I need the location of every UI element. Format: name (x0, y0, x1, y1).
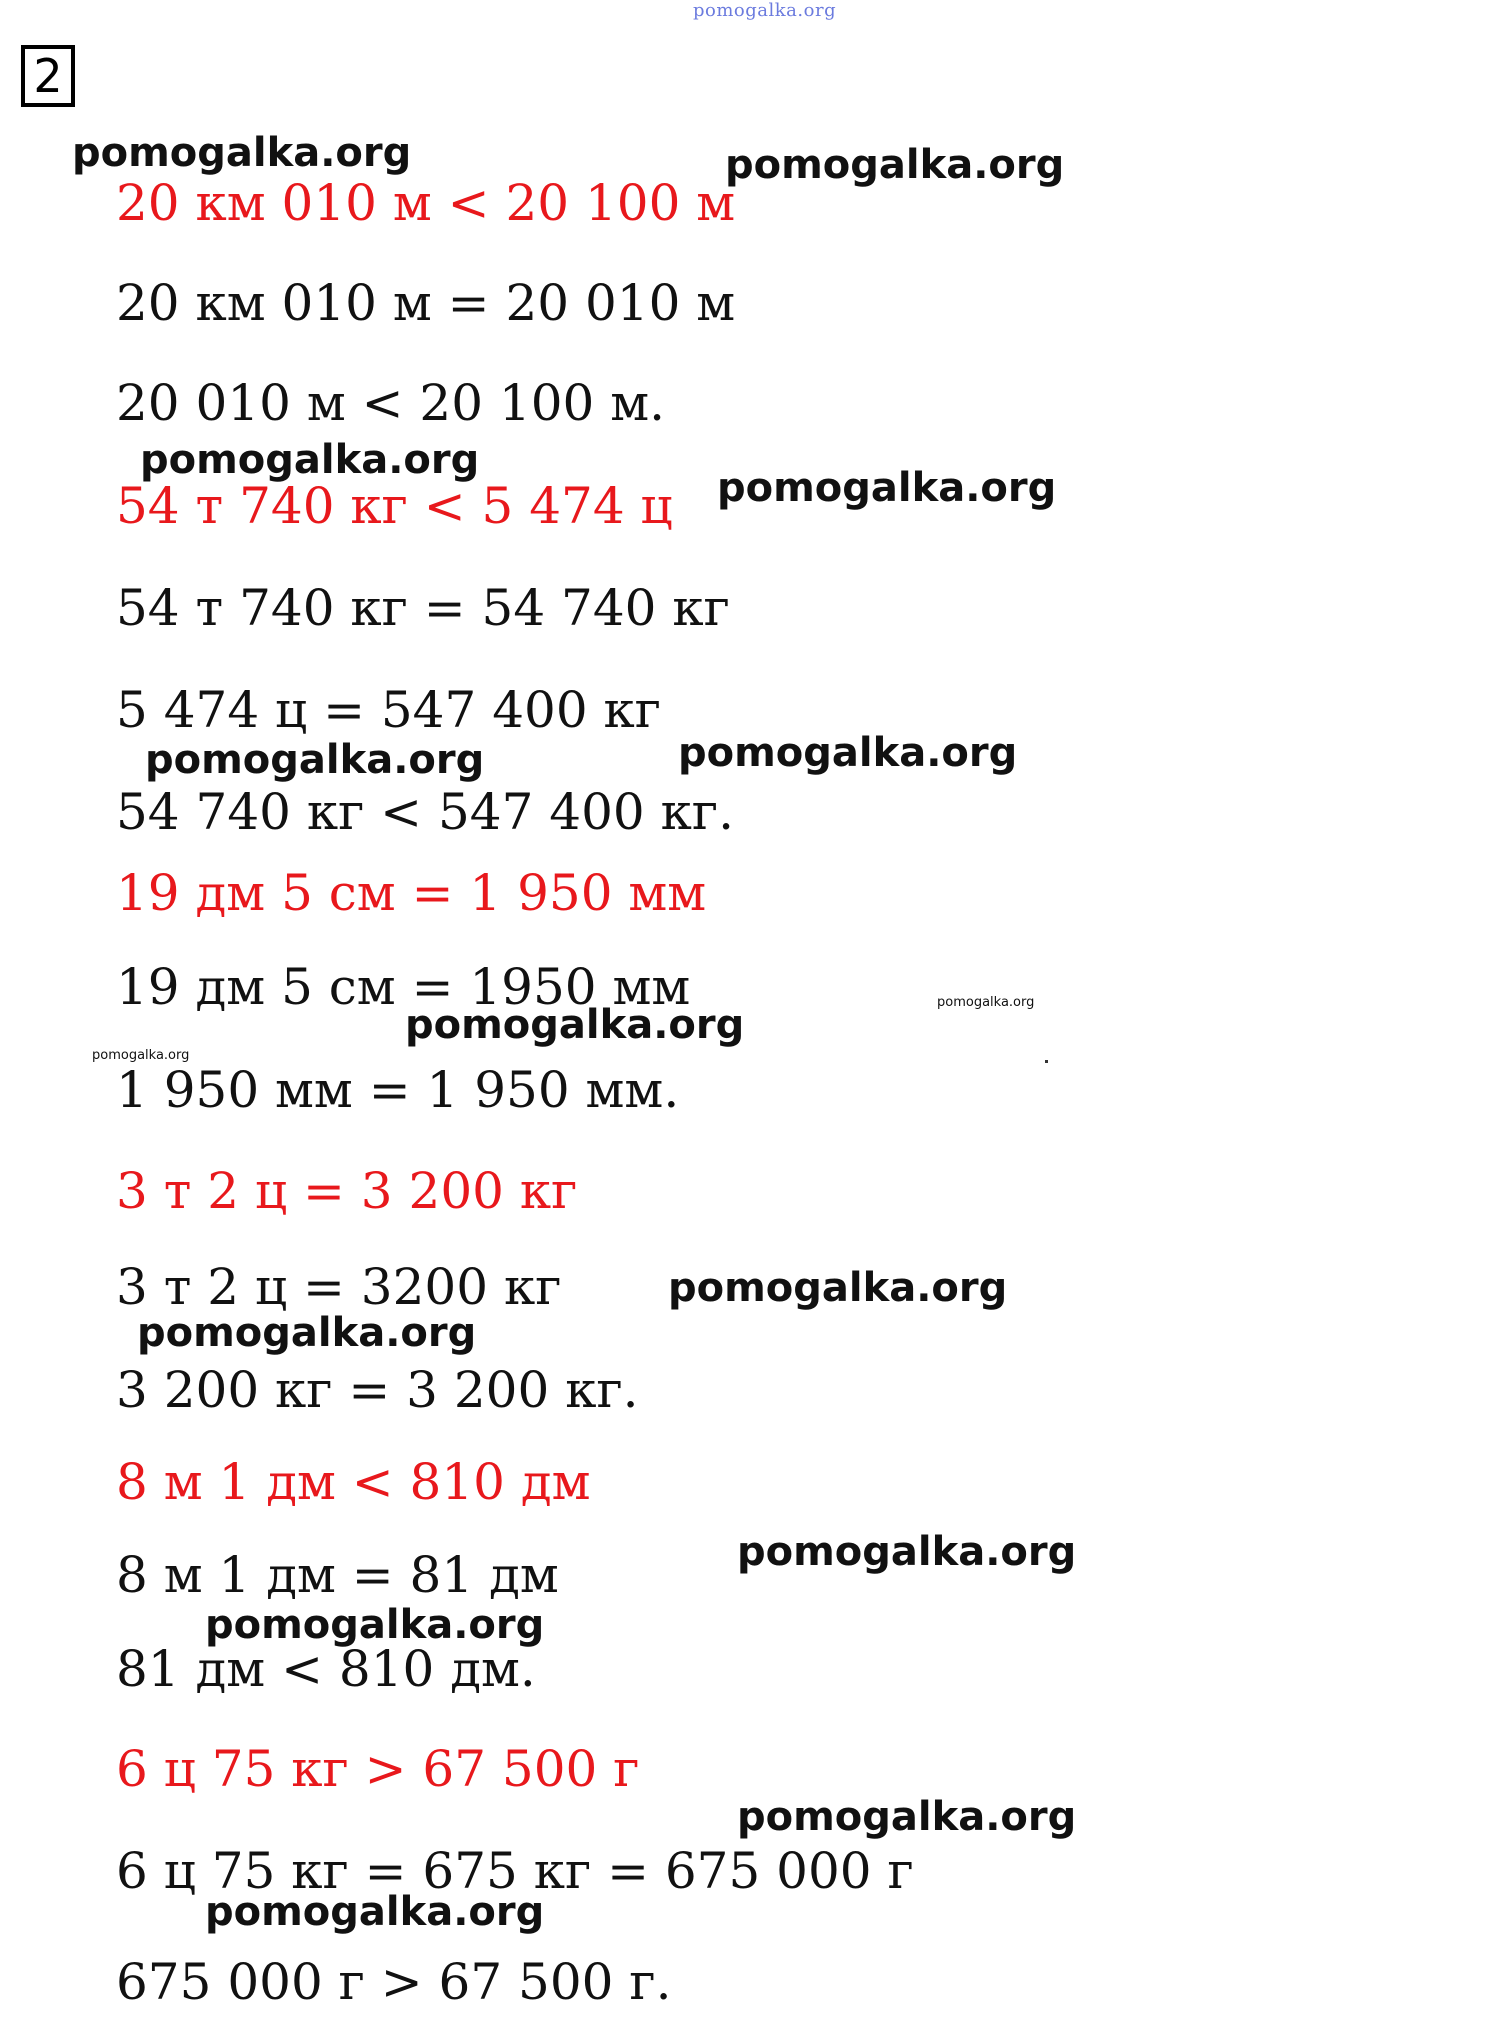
watermark: pomogalka.org (72, 130, 412, 176)
working-line-2-1: 54 т 740 кг = 54 740 кг (116, 579, 730, 637)
watermark: pomogalka.org (725, 142, 1065, 188)
answer-line-1: 20 км 010 м < 20 100 м (116, 174, 736, 232)
working-line-4-1: 3 т 2 ц = 3200 кг (116, 1258, 562, 1316)
working-line-3-1: 19 дм 5 см = 1950 мм (116, 958, 691, 1016)
answer-line-2: 54 т 740 кг < 5 474 ц (116, 477, 673, 535)
watermark: pomogalka.org (668, 1265, 1008, 1311)
working-line-2-3: 54 740 кг < 547 400 кг. (116, 783, 734, 841)
watermark: pomogalka.org (137, 1310, 477, 1356)
working-line-6-1: 6 ц 75 кг = 675 кг = 675 000 г (116, 1842, 914, 1900)
watermark: pomogalka.org (717, 465, 1057, 511)
working-line-1-2: 20 010 м < 20 100 м. (116, 374, 666, 432)
watermark: pomogalka.org (678, 730, 1018, 776)
watermark: pomogalka.org (737, 1529, 1077, 1575)
answer-line-4: 3 т 2 ц = 3 200 кг (116, 1162, 578, 1220)
answer-line-6: 6 ц 75 кг > 67 500 г (116, 1740, 640, 1798)
working-line-1-1: 20 км 010 м = 20 010 м (116, 274, 736, 332)
watermark: pomogalka.org (205, 1602, 545, 1648)
site-link[interactable]: pomogalka.org (693, 0, 837, 21)
working-line-4-2: 3 200 кг = 3 200 кг. (116, 1361, 639, 1419)
watermark: pomogalka.org (205, 1889, 545, 1935)
working-line-5-2: 81 дм < 810 дм. (116, 1640, 536, 1698)
working-line-6-2: 675 000 г > 67 500 г. (116, 1953, 672, 2011)
working-line-5-1: 8 м 1 дм = 81 дм (116, 1546, 559, 1604)
answer-line-5: 8 м 1 дм < 810 дм (116, 1453, 591, 1511)
working-line-3-2: 1 950 мм = 1 950 мм. (116, 1061, 680, 1119)
answer-line-3: 19 дм 5 см = 1 950 мм (116, 864, 707, 922)
watermark-small: pomogalka.org (937, 995, 1035, 1010)
watermark: pomogalka.org (405, 1002, 745, 1048)
watermark: pomogalka.org (145, 737, 485, 783)
watermark: pomogalka.org (140, 437, 480, 483)
scan-speck (1045, 1060, 1048, 1063)
working-line-2-2: 5 474 ц = 547 400 кг (116, 681, 661, 739)
watermark: pomogalka.org (737, 1794, 1077, 1840)
task-number-box (21, 45, 75, 107)
task-number: 2 (33, 49, 63, 103)
watermark-small: pomogalka.org (92, 1048, 190, 1063)
